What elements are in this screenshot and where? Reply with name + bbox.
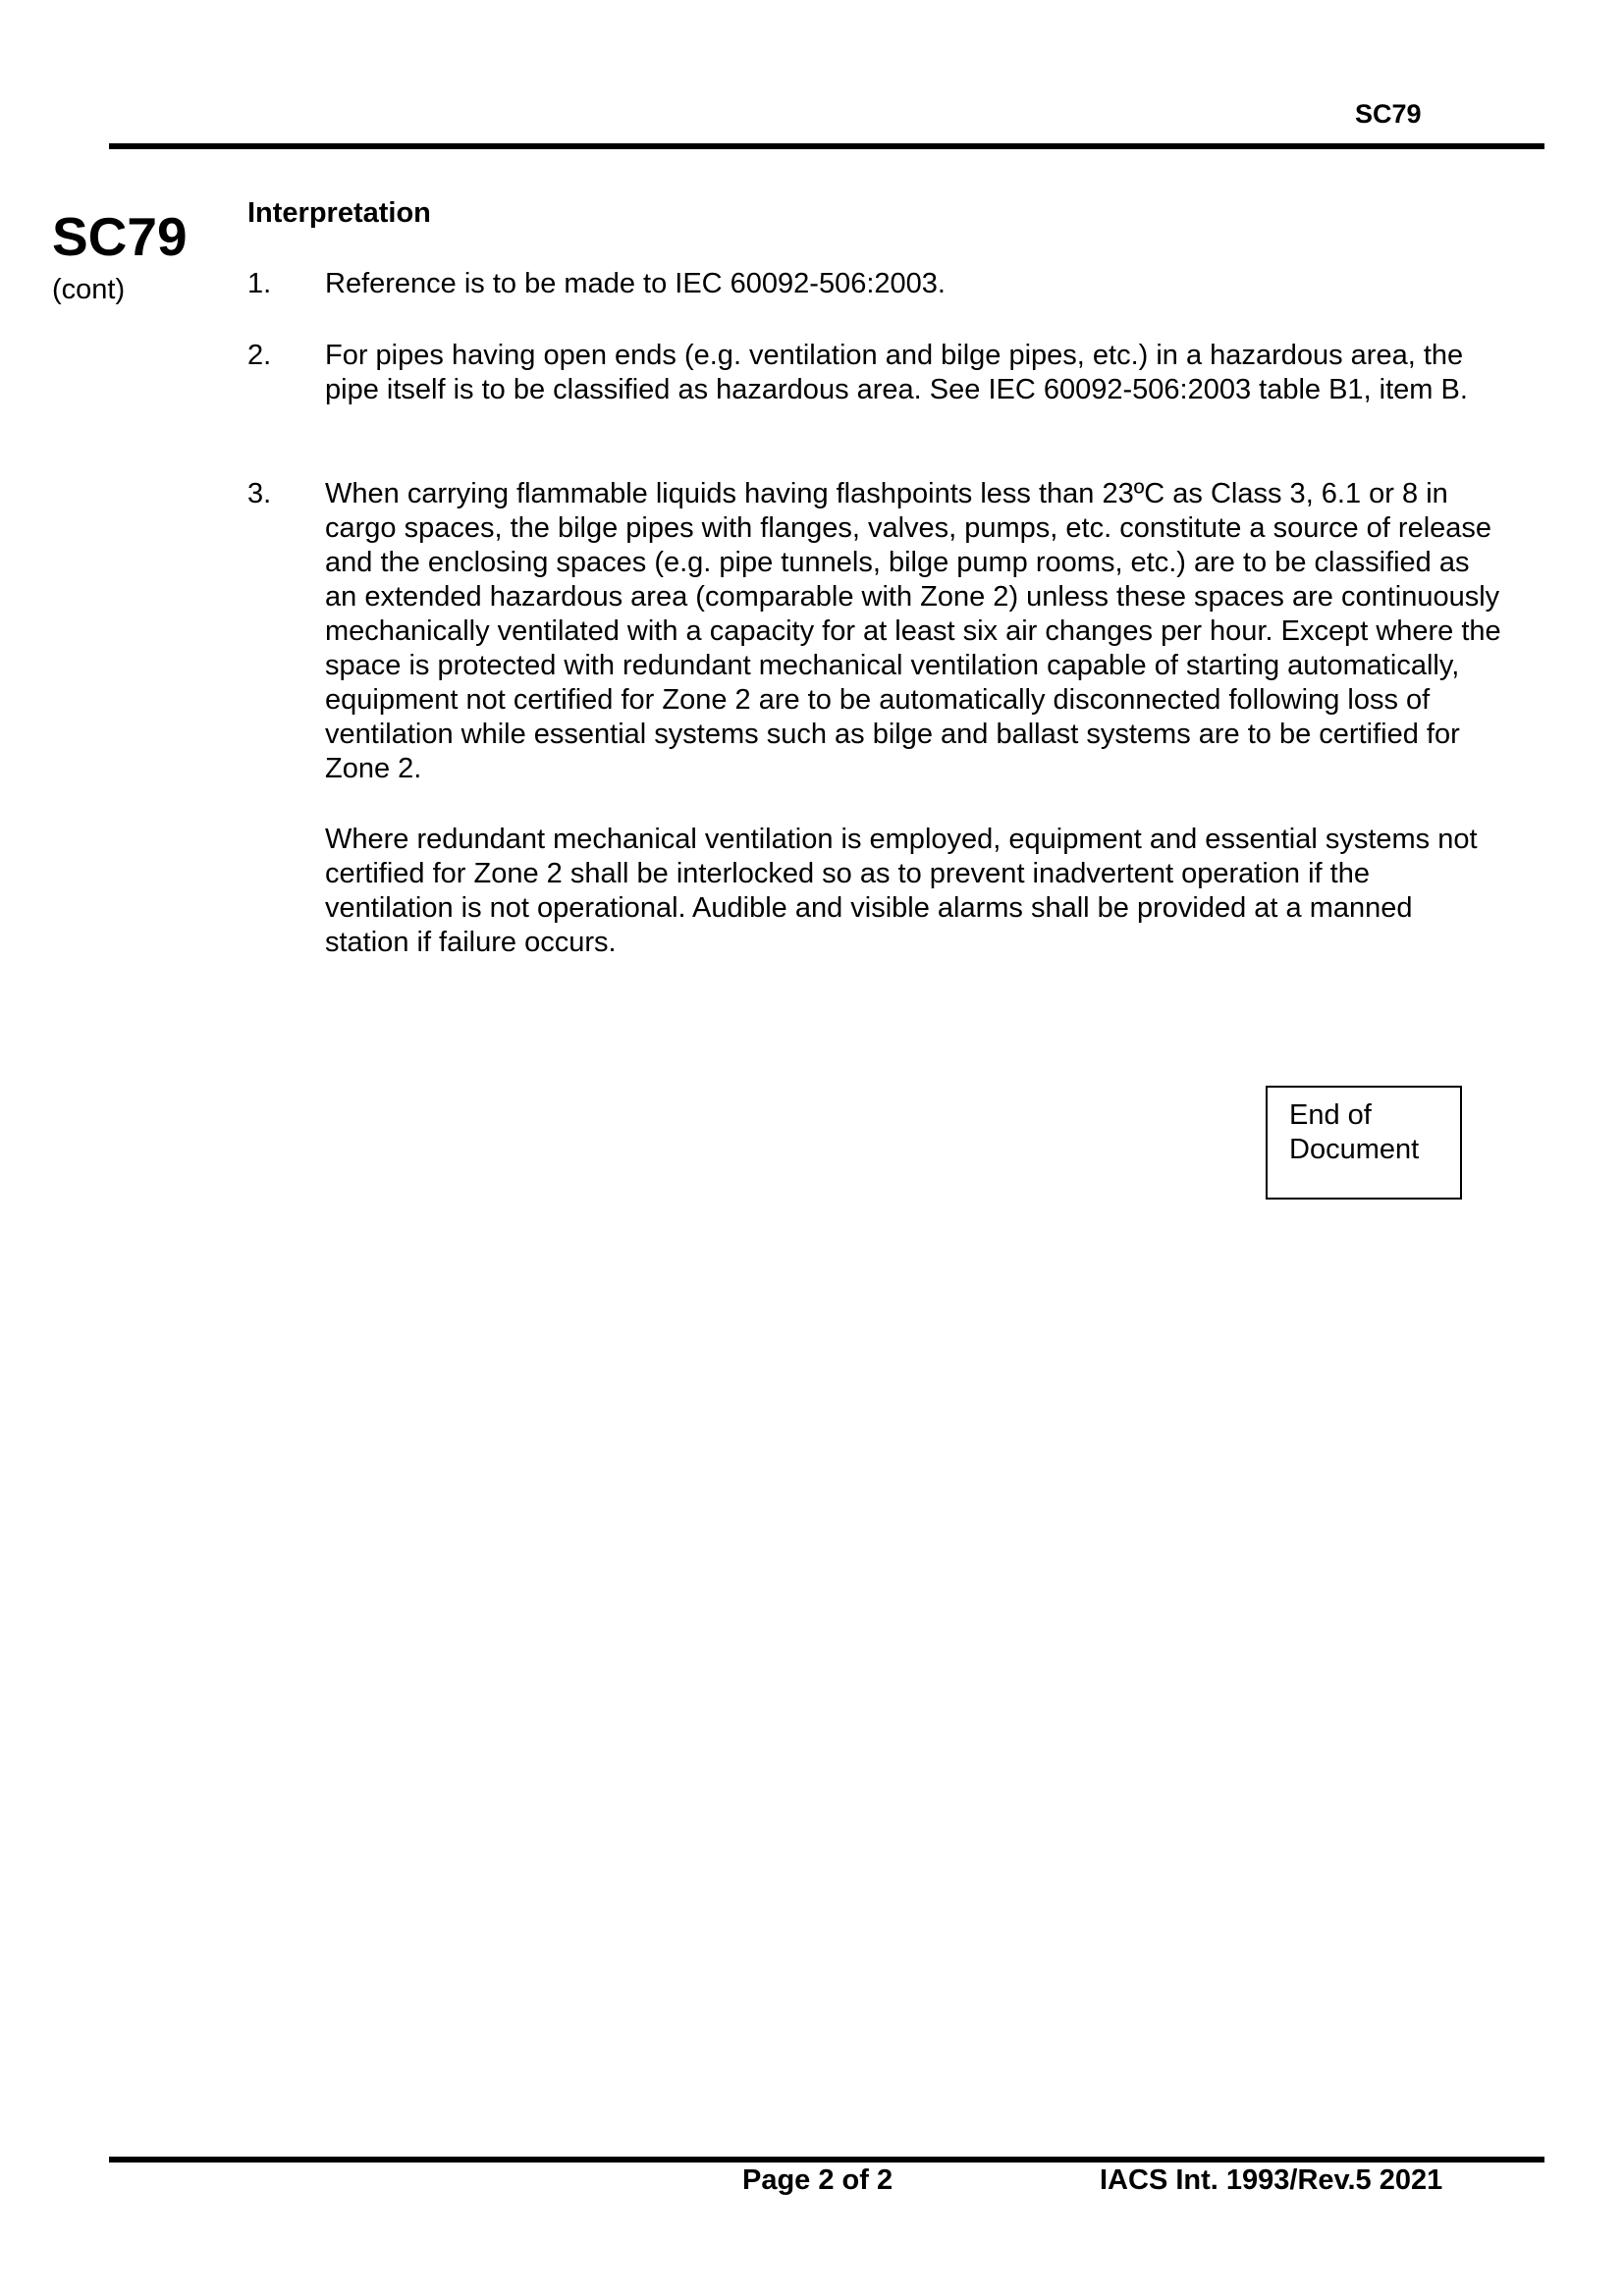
header-document-code: SC79 [1355,99,1422,129]
section-heading: Interpretation [247,197,431,229]
list-item-number: 1. [247,268,272,299]
list-item-number: 3. [247,478,272,509]
list-item-text: For pipes having open ends (e.g. ventilation and bilge pipes, etc.) in a hazardous area, the pipe itself is to be classified as hazardous area. See IEC 60092-506:2003 table B1, item B. [325,340,1468,405]
header-rule [109,143,1544,149]
end-of-document-box [1266,1086,1462,1200]
list-item-text: When carrying flammable liquids having flashpoints less than 23ºC as Class 3, 6.1 or 8 in cargo spaces, the bilge pipes with flanges, valves, pumps, etc. constitute a source of release and the enclosing spaces (e.g. pipe tunnels, bilge pump rooms, etc.) are to be classified as an extended hazardous area (comparable with Zone 2) unless these spaces are continuously mechanically ventilated with a capacity for at least six air changes per hour. Except where the space is protected with redundant mechanical ventilation capable of starting automatically, equipment not certified for Zone 2 are to be automatically disconnected following loss of ventilation while essential systems such as bilge and ballast systems are to be certified for Zone 2. [325,478,1501,784]
list-item-number: 2. [247,340,272,371]
list-item [247,339,1504,407]
side-document-code: SC79 [52,206,188,267]
end-box-line-1: End of [1289,1099,1372,1131]
footer-rule [109,2157,1544,2163]
list-item [247,267,1504,301]
end-box-line-2: Document [1289,1134,1420,1165]
side-continued-label: (cont) [52,274,126,305]
footer-page-number: Page 2 of 2 [742,2164,893,2196]
footer-reference: IACS Int. 1993/Rev.5 2021 [1100,2164,1443,2196]
continuation-paragraph: Where redundant mechanical ventilation is employed, equipment and essential systems not certified for Zone 2 shall be interlocked so as to prevent inadvertent operation if the ventilation is not operational. Audible and visible alarms shall be provided at a manned station if failure occurs. [325,824,1478,958]
list-item [247,477,1504,786]
list-item-text: Reference is to be made to IEC 60092-506:2003. [325,268,946,299]
